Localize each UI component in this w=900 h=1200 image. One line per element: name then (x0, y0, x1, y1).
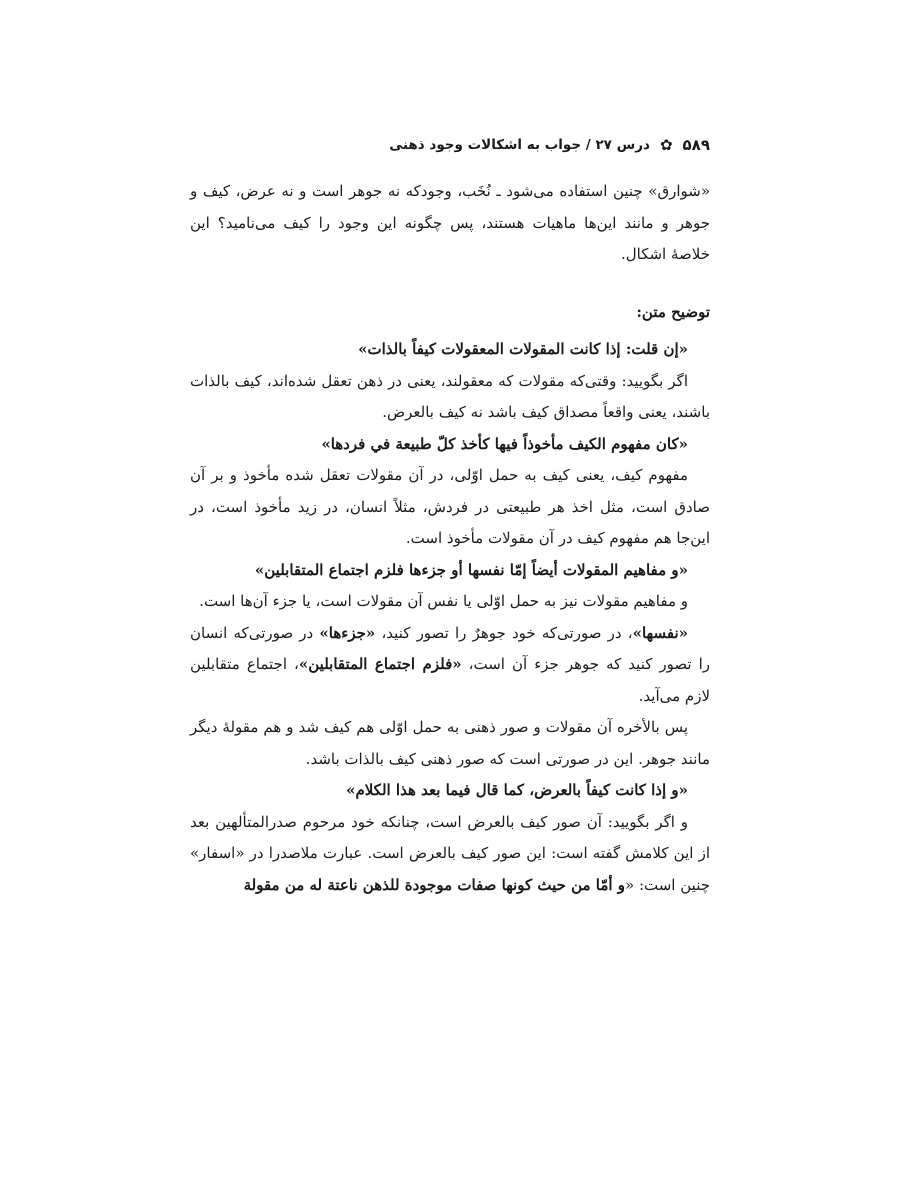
section-heading: توضیح متن: (636, 302, 710, 321)
paragraph-explanation-2: مفهوم کیف، یعنی کیف به حمل اوّلی، در آن مقولات تعقل شده مأخوذ و بر آن صادق است، مثل اخذ هر طبیعتی در فردش، مثلاً انسان، در زید مأخوذ است، در این‌جا هم مفهوم کیف در آن مقولات مأخوذ است. (190, 466, 710, 547)
paragraph-text: ، اجتماع متقابلین لازم می‌آید. (190, 655, 710, 705)
paragraph-text: و اگر بگویید: آن صور کیف بالعرض است، چنانکه خود مرحوم صدرالمتألهین بعد از این کلامش گفته است: این صور کیف بالعرض است. عبارت ملاصدرا در «اسفار» چنین است: « (190, 812, 710, 894)
paragraph-explanation-6 (190, 807, 710, 902)
paragraph-explanation-3: و مفاهیم مقولات نیز به حمل اوّلی یا نفس آن مقولات است، یا جزء آن‌ها است. (199, 592, 688, 610)
arabic-quote-4: «و إذا كانت كيفاً بالعرض، كما قال فيما بعد هذا الكلام» (346, 781, 688, 799)
arabic-quote-3: «و مفاهيم المقولات أيضاً إمّا نفسها أو جزءها فلزم اجتماع المتقابلين» (254, 560, 688, 579)
paragraph-explanation-1: اگر بگویید: وقتی‌که مقولات که معقولند، یعنی در ذهن تعقل شده‌اند، کیف بالذات باشند، یعنی واقعاً مصداق کیف باشد نه کیف بالعرض. (190, 371, 710, 421)
quoted-term: «جزءها» (319, 623, 376, 642)
paragraph-explanation-5: پس بالأخره آن مقولات و صور ذهنی به حمل اوّلی هم کیف شد و هم مقولهٔ دیگر مانند جوهر. این در صورتی است که صور ذهنی کیف بالذات باشد. (190, 718, 710, 768)
page-body (190, 176, 710, 901)
paragraph-text: در صورتی‌که انسان را تصور کنید که جوهر جزء آن است، (190, 623, 711, 673)
quoted-term: «فلزم اجتماع المتقابلين» (298, 655, 462, 673)
quoted-term: «نفسها» (632, 623, 688, 642)
chapter-title: درس ۲۷ / جواب به اشکالات وجود ذهنی (389, 137, 650, 153)
arabic-quote-1: «إن قلت: إذا كانت المقولات المعقولات كيفاً بالذات» (358, 340, 688, 358)
paragraph-intro: «شوارق» چنین استفاده می‌شود ـ نُخَب، وجودکه نه جوهر است و نه عرض، کیف و جوهر و مانند این‌ها ماهیات هستند، پس چگونه این وجود را کیف می‌نامید؟ این خلاصهٔ اشکال. (190, 182, 710, 263)
paragraph-text: ، در صورتی‌که خود جوهرٌ را تصور کنید، (375, 623, 633, 642)
page-number: ۵۸۹ (682, 136, 710, 154)
paragraph-explanation-4 (190, 618, 710, 713)
flower-ornament-icon: ✿ (659, 135, 673, 154)
quoted-term: و أمّا من حيث كونها صفات موجودة للذهن ناعتة له من مقولة (243, 875, 626, 894)
arabic-quote-2: «كان مفهوم الكيف مأخوذاً فيها كأخذ كلّ طبيعة في فردها» (321, 434, 688, 453)
running-header (190, 136, 710, 154)
